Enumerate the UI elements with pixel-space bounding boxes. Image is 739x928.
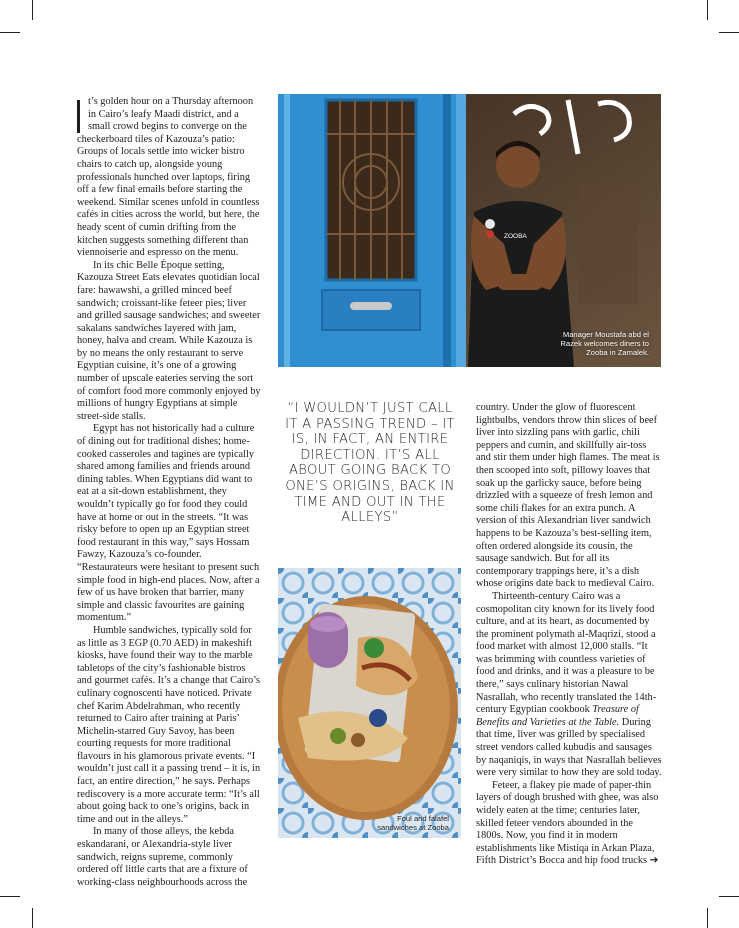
article-paragraph: Feteer, a flakey pie made of paper-thin layers of dough brushed with ghee, was also widely eaten at the time; centuries later, skilled feteer vendors abounded in the 1800s. Now, you find it in modern establishments like Mistiqa in Arkan Plaza, Fifth District’s Bocca and hip food trucks ➔: [476, 779, 659, 867]
photo-sandwiches-illustration: [278, 568, 461, 838]
shirt-logo: ZOOBA: [504, 233, 527, 240]
photo-sandwiches: [278, 568, 461, 838]
book-title: Treasure of Benefits and Varieties at the Table.: [476, 704, 639, 728]
crop-mark: [0, 896, 20, 897]
photo-manager-doorway: [278, 94, 661, 367]
article-paragraph: In its chic Belle Époque setting, Kazouza Street Eats elevates quotidian local fare: hawawshi, a grilled minced beef sandwich; croissant-like feteer pies; liver and grilled sausage sandwiches; and sweeter sakalans sandwiches layered with jam, honey, halva and cream. While Kazouza is by no means the only restaurant to serve Egyptian cuisine, it’s one of a growing number of upscale eateries serving the sort of comfort food more commonly enjoyed by millions of hungry Egyptians at simple street-side stalls.: [77, 259, 261, 422]
crop-mark: [0, 32, 20, 33]
article-paragraph: t’s golden hour on a Thursday afternoon in Cairo’s leafy Maadi district, and a small crowd begins to converge on the checkerboard tiles of Kazouza’s patio: Groups of locals settle into wicker bistro chairs to catch up, alongside young professionals hunched over laptops, firing off a few final emails before starting the weekend. Similar scenes unfold in countless cafés in cities across the world, but here, the heady scent of cumin drifting from the kitchen suggests something different than viennoiserie and espresso on the menu.: [77, 96, 260, 259]
drop-cap: [77, 100, 80, 133]
crop-mark: [32, 908, 33, 928]
crop-mark: [719, 896, 739, 897]
article-paragraph: Humble sandwiches, typically sold for as little as 3 EGP (0.70 AED) in makeshift kiosks, have found their way to the marble tabletops of the city’s fashionable bistros and gourmet cafés. It’s a change that Cairo’s culinary cognoscenti have noticed. Private chef Karim Abdelrahman, who recently returned to Cairo after training at Paris’ Michelin-starred Guy Savoy, has been courting requests for more traditional flavours in his glamorous private events. “I wouldn’t just call it a passing trend – it is, in fact, an entire direction,” he says. Perhaps rediscovery is a more accurate term: “It’s all about going back to one’s origins, back in time and out in the alleys.”: [77, 624, 261, 825]
crop-mark: [32, 0, 33, 20]
crop-mark: [707, 908, 708, 928]
crop-mark: [719, 32, 739, 33]
article-paragraph: country. Under the glow of fluorescent lightbulbs, vendors throw thin slices of beef liver into sizzling pans with garlic, chili peppers and cumin, and skillfully air-toss and stir them under high flames. The meat is then scooped into soft, pillowy loaves that soak up the garlicky sauce, before being drizzled with a squeeze of fresh lemon and some chili flakes for an extra punch. A version of this Alexandrian liver sandwich happens to be Kazouza’s best-selling item, often ordered alongside its cousin, the sausage sandwich. But for all its contemporary trappings here, it’s a dish whose origins date back to medieval Cairo.: [476, 402, 660, 590]
photo-caption: Manager Moustafa abd el Razek welcomes diners to Zooba in Zamalek.: [560, 330, 649, 357]
photo-manager-illustration: [278, 94, 661, 367]
pull-quote: “I WOULDN’T JUST CALL IT A PASSING TREND – IT IS, IN FACT, AN ENTIRE DIRECTION. IT’S ALL ABOUT GOING BACK TO ONE’S ORIGINS, BACK IN TIME AND OUT IN THE ALLEYS”: [285, 401, 455, 526]
article-paragraph: Thirteenth-century Cairo was a cosmopolitan city known for its lively food culture, and at its heart, as documented by the prominent polymath al-Maqrizi, stood a food market with almost 12,000 stalls. “It was brimming with countless varieties of food and drinks, and it was a pleasure to be there,” says culinary historian Nawal Nasrallah, who recently translated the 14th-century Egyptian cookbook Treasure of Benefits and Varieties at the Table. During that time, liver was grilled by specialised street vendors called kubudis and sausages by naqaniqis, in ways that Nasrallah believes were very similar to how they are sold today.: [476, 590, 662, 779]
crop-mark: [707, 0, 708, 20]
article-column-right: [476, 402, 662, 868]
article-paragraph: Egypt has not historically had a culture of dining out for traditional dishes; home-cooked casseroles and tagines are typically shared among families and friends around dining tables. When Egyptians did want to eat at a sit-down establishment, they wouldn’t typically go for food they could have at home or out in the streets. “It was risky before to open up an Egyptian street food restaurant in this way,” says Hossam Fawzy, Kazouza’s co-founder. “Restaurateurs were hesitant to present such simple food in high-end places. Now, after a few of us have broken that barrier, many simple and classic favourites are gaining momentum.”: [77, 423, 260, 624]
article-paragraph: In many of those alleys, the kebda eskandarani, or Alexandria-style liver sandwich, reigns supreme, commonly ordered off little carts that are a fixture of working-class neighbourhoods across the: [77, 826, 248, 888]
photo-caption: Foul and falafel sandwiches at Zooba: [377, 814, 449, 832]
article-column-left: [77, 96, 262, 889]
